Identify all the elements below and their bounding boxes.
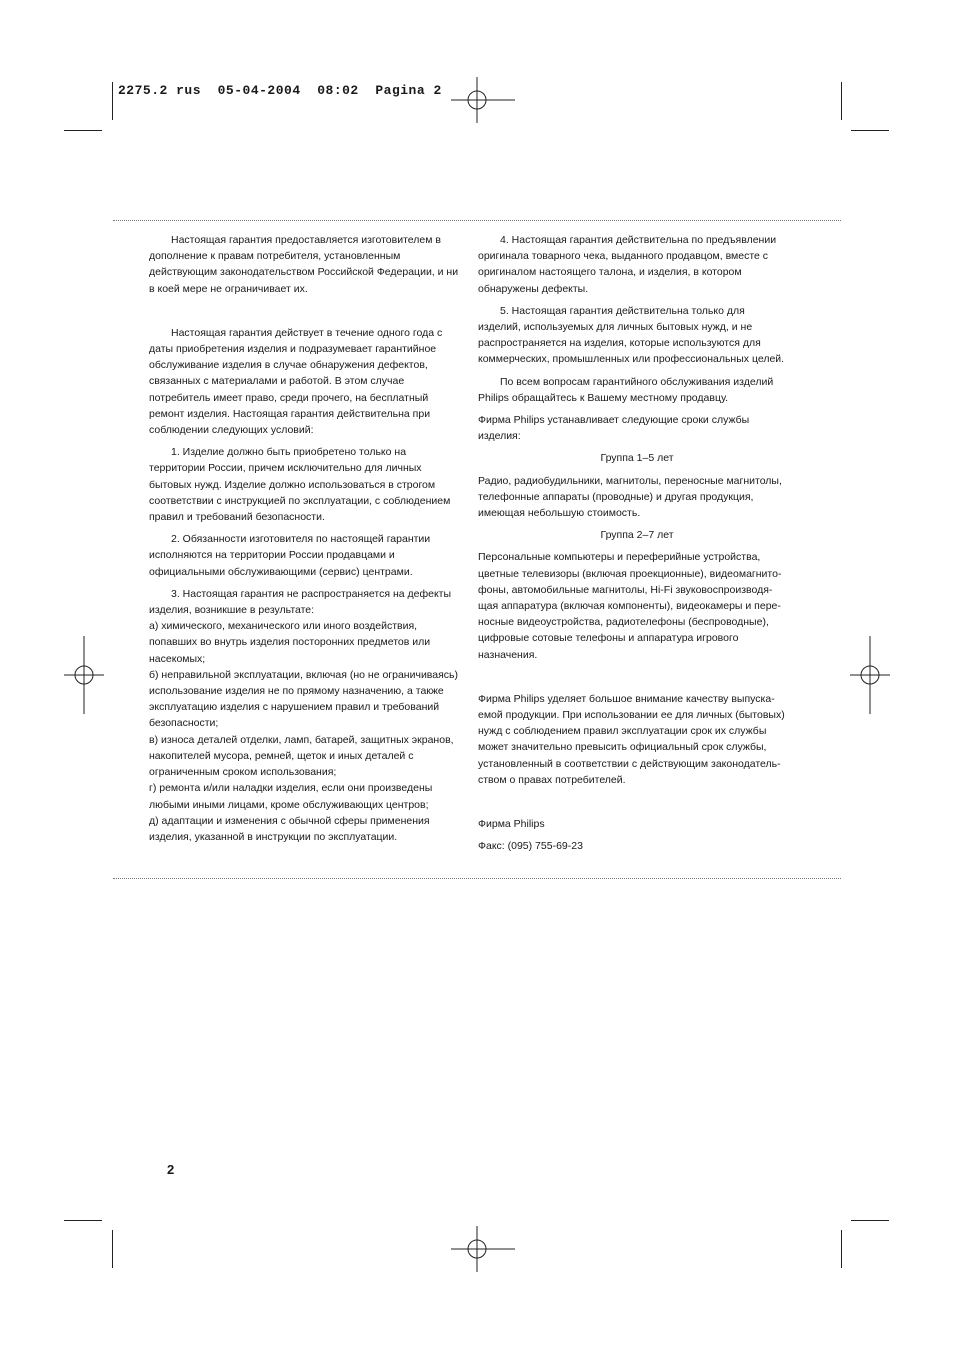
paragraph: а) химического, механического или иного воздействия, попавших во внутрь изделия посторонних предметов или насекомых; б) неправильной эксплуатации, включая (но не ограничиваясь) использование изделия не по прямому назначению, а также эксплуатацию изделия с нарушением правил и требований безопасности; в) износа деталей отделки, ламп, батарей, защитных экранов, накопителей мусора, ремней, щеток и иных деталей с ограниченным сроком использования; г) ремонта и/или наладки изделия, если они произведены любыми иными лицами, кроме обслуживающих центров; д) адаптации и изменения с обычной сферы применения изделия, указанной в инструкции по эксплуатации. [149, 620, 459, 843]
crop-mark [64, 1220, 102, 1221]
fax-number: Факс: (095) 755-69-23 [478, 840, 583, 853]
paragraph: 5. Настоящая гарантия действительна только для изделий, используемых для личных бытовых нужд, и не распространяется на изделия, которые используются для коммерческих, промышленных или профессиональных целей. [478, 304, 785, 366]
registration-mark-icon [451, 77, 515, 123]
registration-mark-icon [850, 636, 890, 714]
registration-mark-icon [64, 636, 104, 714]
crop-mark [112, 1230, 113, 1268]
crop-mark [841, 1230, 842, 1268]
crop-mark [841, 82, 842, 120]
paragraph: 2. Обязанности изготовителя по настоящей гарантии исполняются на территории России продавцами и официальными обслуживающими (сервис) центрами. [149, 533, 431, 578]
page-number: 2 [167, 1162, 175, 1177]
paragraph: Персональные компьютеры и переферийные устройства, цветные телевизоры (включая проекционные), видеомагнито- фоны, автомобильные магнитолы, Hi-Fi звуковоспроизводя- щая аппаратура (включая компоненты), видеокамеры и пере- носные видеоустройства, радиотелефоны (беспроводные), цифровые сотовые телефоны и аппаратура игрового назначения. [478, 551, 782, 661]
crop-mark [851, 130, 889, 131]
paragraph: 4. Настоящая гарантия действительна по предъявлении оригинала товарного чека, выданного продавцом, вместе с оригиналом настоящего талона, и изделия, в котором обнаружены дефекты. [478, 234, 777, 295]
paragraph: Фирма Philips уделяет большое внимание качеству выпуска- емой продукции. При использовании ее для личных (бытовых) нужд с соблюдением правил эксплуатации срок их службы может значительно превысить официальный срок службы, установленный в соответствии с действующим законодатель- ством о правах потребителей. [478, 692, 785, 786]
crop-mark [64, 130, 102, 131]
group-heading: Группа 1–5 лет [600, 452, 674, 465]
group-heading: Группа 2–7 лет [600, 529, 674, 542]
crop-mark [112, 82, 113, 120]
crop-mark [851, 1220, 889, 1221]
top-rule [113, 220, 841, 221]
print-slug: 2275.2 rus 05-04-2004 08:02 Pagina 2 [118, 83, 442, 98]
paragraph: Настоящая гарантия действует в течение одного года с даты приобретения изделия и подразумевает гарантийное обслуживание изделия в случае обнаружения дефектов, связанных с материалами и работой. В этом случае потребитель имеет право, среди прочего, на бесплатный ремонт изделия. Настоящая гарантия действительна при соблюдении следующих условий: [149, 326, 443, 437]
paragraph: Радио, радиобудильники, магнитолы, переносные магнитолы, телефонные аппараты (проводные) и другая продукция, имеющая небольшую стоимость. [478, 474, 782, 520]
paragraph: 3. Настоящая гарантия не распространяется на дефекты изделия, возникшие в результате: [149, 587, 452, 617]
company-name: Фирма Philips [478, 818, 545, 831]
bottom-rule [113, 878, 841, 879]
paragraph: Настоящая гарантия предоставляется изготовителем в дополнение к правам потребителя, установленным действующим законодательством Российской Федерации, и ни в коей мере не ограничивает их. [149, 234, 459, 295]
registration-mark-icon [451, 1226, 515, 1272]
right-column [478, 232, 796, 855]
paragraph: 1. Изделие должно быть приобретено только на территории России, причем исключительно для личных бытовых нужд. Изделие должно использоваться в строгом соответствии с инструкцией по эксплуатации, с соблюдением правил и требований безопасности. [149, 446, 451, 524]
paragraph: По всем вопросам гарантийного обслуживания изделий Philips обращайтесь к Вашему местному продавцу. [478, 375, 774, 404]
left-column [149, 232, 467, 845]
paragraph: Фирма Philips устанавливает следующие сроки службы изделия: [478, 414, 750, 443]
